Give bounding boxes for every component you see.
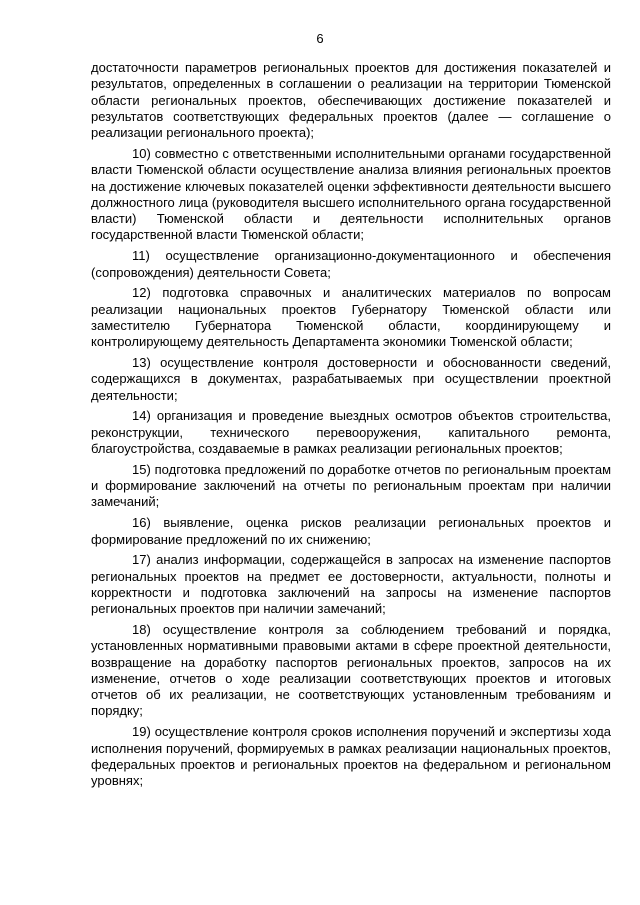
paragraph-item-12: 12) подготовка справочных и аналитических материалов по вопросам реализации национальных проектов Губернатору Тюменской области или заместителю Губернатора Тюменской области, координирующему и контролирующему деятельность Департамента экономики Тюменской области; [91, 285, 611, 350]
paragraph-item-14: 14) организация и проведение выездных осмотров объектов строительства, реконструкции, технического перевооружения, капитального ремонта, благоустройства, создаваемые в рамках реализации региональных проектов; [91, 408, 611, 457]
page-number: 6 [316, 31, 324, 46]
paragraph-item-11: 11) осуществление организационно-документационного и обеспечения (сопровождения) деятельности Совета; [91, 248, 611, 280]
paragraph-item-19: 19) осуществление контроля сроков исполнения поручений и экспертизы хода исполнения поручений, формируемых в рамках реализации национальных проектов, федеральных проектов и региональных проектов на федеральном и региональном уровнях; [91, 724, 611, 789]
paragraph-item-15: 15) подготовка предложений по доработке отчетов по региональным проектам и формирование заключений на отчеты по региональным проектам при наличии замечаний; [91, 461, 611, 510]
paragraph-item-17: 17) анализ информации, содержащейся в запросах на изменение паспортов региональных проектов на предмет ее достоверности, актуальности, полноты и корректности и подготовка заключений на запросы на изменение паспортов региональных проектов при наличии замечаний; [91, 552, 611, 617]
paragraph-item-13: 13) осуществление контроля достоверности и обоснованности сведений, содержащихся в документах, разрабатываемых при осуществлении проектной деятельности; [91, 355, 611, 403]
paragraph-continuation: достаточности параметров региональных проектов для достижения показателей и результатов, определенных в соглашении о реализации на территории Тюменской области региональных проектов, обеспечивающих достижение показателей и результатов соответствующих федеральных проектов (далее — соглашение о реализации регионального проекта); [91, 60, 611, 141]
paragraph-item-18: 18) осуществление контроля за соблюдением требований и порядка, установленных нормативными правовыми актами в сфере проектной деятельности, возвращение на доработку паспортов региональных проектов, запросов на их изменение, отчетов о ходе реализации соответствующих проектов и итоговых отчетов об их реализации, не соответствующих установленным требованиям и порядку; [91, 622, 611, 719]
paragraph-item-10: 10) совместно с ответственными исполнительными органами государственной власти Тюменской области осуществление анализа влияния региональных проектов на достижение ключевых показателей оценки эффективности деятельности высшего должностного лица (руководителя высшего исполнительного органа государственной власти) Тюменской области и деятельности исполнительных органов государственной власти Тюменской области; [91, 145, 611, 243]
paragraph-item-16: 16) выявление, оценка рисков реализации региональных проектов и формирование предложений по их снижению; [91, 515, 611, 547]
document-body [91, 60, 611, 794]
